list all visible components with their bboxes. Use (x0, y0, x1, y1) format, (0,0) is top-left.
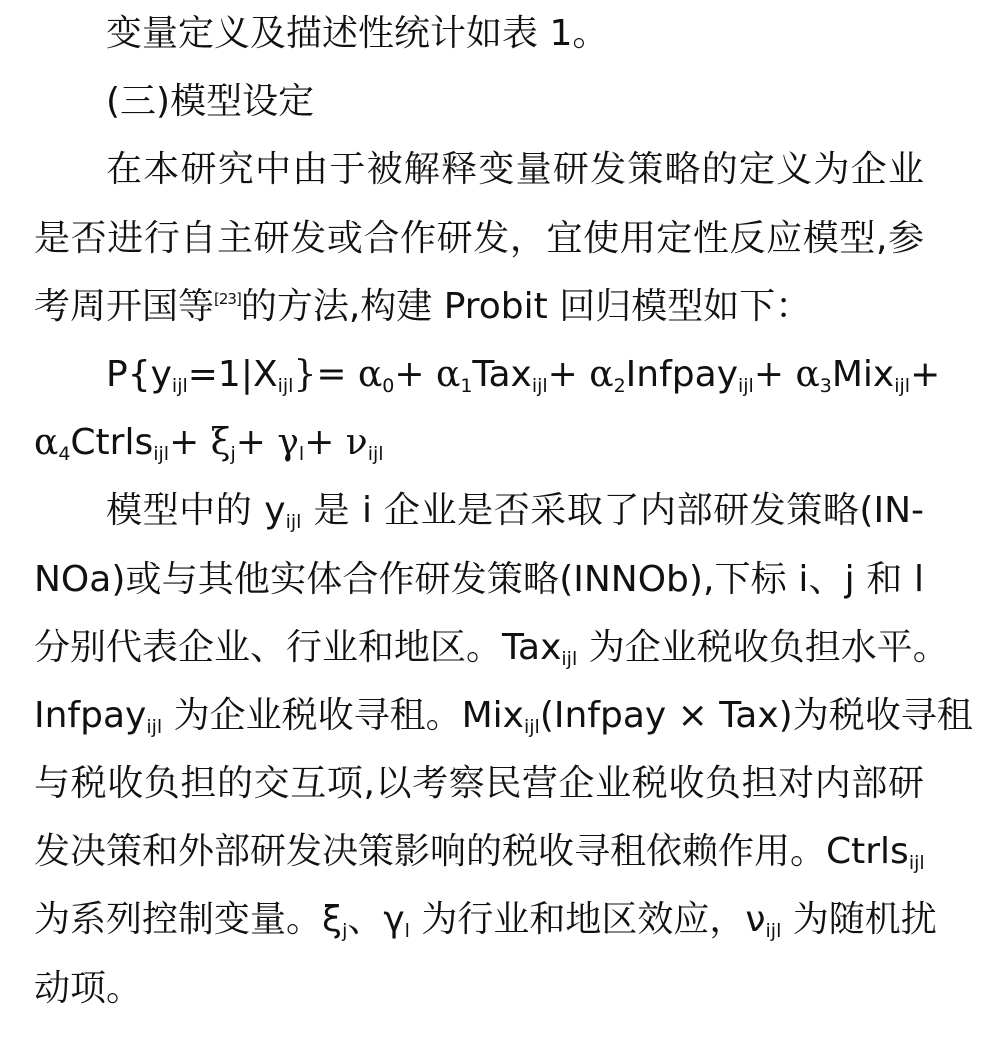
text-span: 发决策和外部研发决策影响的税收寻租依赖作用。Ctrls (34, 831, 909, 873)
subscript: j (342, 920, 348, 943)
text-line: 与税收负担的交互项,以考察民营企业税收负担对内部研 (34, 763, 924, 805)
subscript: 3 (819, 374, 832, 397)
paragraph-model-explanation (34, 477, 973, 1023)
text-span: 、γ (347, 899, 405, 941)
text-line: 是否进行自主研发或合作研发，宜使用定性反应模型,参 (34, 217, 924, 259)
text-span: (Infpay × Tax)为税收寻租 (539, 694, 973, 736)
subscript: 2 (613, 374, 626, 397)
subscript: l (298, 443, 305, 466)
formula-text: α (34, 422, 59, 464)
probit-formula (34, 341, 941, 477)
formula-text: + α (753, 353, 820, 395)
section-heading: (三)模型设定 (106, 81, 315, 123)
text-line (34, 477, 924, 545)
subscript: ijl (908, 852, 925, 875)
text-line: 动项。 (34, 967, 143, 1009)
text-span: Infpay (34, 694, 147, 736)
subscript: 4 (58, 443, 71, 466)
subscript: ijl (523, 715, 540, 738)
text-line (34, 614, 949, 682)
text-span: 考周开国等 (34, 285, 215, 327)
text-line (34, 818, 924, 886)
paragraph-model-intro (34, 136, 924, 341)
subscript: 0 (382, 374, 395, 397)
subscript: l (404, 920, 410, 943)
subscript: ijl (531, 374, 548, 397)
formula-text: Ctrls (70, 422, 154, 464)
formula-text: + α (394, 353, 461, 395)
text-span: 模型中的 y (106, 490, 286, 532)
formula-line (34, 341, 941, 409)
text-span: 分别代表企业、行业和地区。Tax (34, 626, 562, 668)
text-line (34, 682, 973, 750)
subscript: ijl (765, 920, 782, 943)
text-span: 为企业税收负担水平。 (577, 626, 949, 668)
formula-text: Infpay (625, 353, 738, 395)
text-span: 是 i 企业是否采取了内部研发策略(IN- (301, 490, 924, 532)
text-line (34, 273, 924, 341)
text-span: 为行业和地区效应，ν (409, 899, 766, 941)
subscript: ijl (561, 647, 578, 670)
formula-text: P{y (106, 353, 172, 395)
subscript: ijl (894, 374, 911, 397)
paragraph-table-reference: 变量定义及描述性统计如表 1。 (106, 13, 609, 54)
subscript: 1 (460, 374, 473, 397)
formula-text: + (910, 353, 941, 395)
text-line (34, 886, 937, 954)
subscript: ijl (171, 374, 188, 397)
formula-text: Mix (831, 353, 895, 395)
text-line: 在本研究中由于被解释变量研发策略的定义为企业 (106, 149, 924, 191)
formula-text: =1|X (187, 353, 278, 395)
formula-text: + ξ (169, 422, 231, 464)
text-span: 的方法,构建 Probit 回归模型如下： (240, 285, 812, 327)
subscript: ijl (738, 374, 754, 397)
document-page (34, 0, 973, 1023)
subscript: ijl (367, 443, 384, 466)
subscript: ijl (153, 443, 170, 466)
formula-text: + γ (235, 422, 299, 464)
text-span: 为系列控制变量。ξ (34, 899, 343, 941)
formula-text: + ν (304, 422, 368, 464)
formula-text: + α (547, 353, 614, 395)
subscript: ijl (285, 511, 302, 534)
subscript: j (230, 443, 236, 466)
subscript: ijl (277, 374, 294, 397)
subscript: ijl (146, 715, 163, 738)
text-span: 为随机扰 (781, 899, 937, 941)
formula-line (34, 409, 924, 477)
citation-reference[interactable]: [23] (214, 289, 241, 308)
text-line: NOa)或与其他实体合作研发策略(INNOb),下标 i、j 和 l (34, 558, 924, 600)
text-span: 为企业税收寻租。Mix (162, 694, 524, 736)
formula-text: }= α (293, 353, 383, 395)
formula-text: Tax (472, 353, 532, 395)
